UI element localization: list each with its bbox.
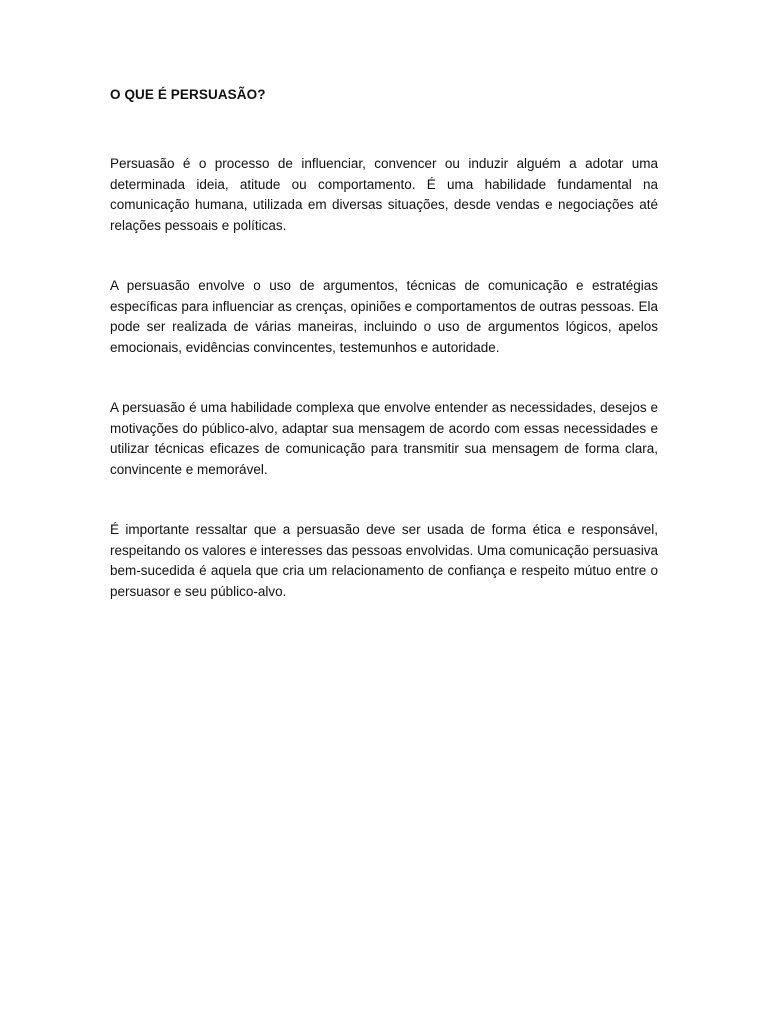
paragraph-techniques: A persuasão envolve o uso de argumentos, técnicas de comunicação e estratégias específicas para influenciar as crenças, opiniões e comportamentos de outras pessoas. Ela pode ser realizada de várias maneiras, incluindo o uso de argumentos lógicos, apelos emocionais, evidências convincentes, testemunhos e autoridade. (110, 278, 658, 355)
paragraph-definition: Persuasão é o processo de influenciar, convencer ou induzir alguém a adotar uma determinada ideia, atitude ou comportamento. É uma habilidade fundamental na comunicação humana, utilizada em diversas situações, desde vendas e negociações até relações pessoais e políticas. (110, 156, 658, 233)
document-title: O QUE É PERSUASÃO? (110, 87, 266, 102)
document-page (110, 86, 658, 642)
paragraph-complexity: A persuasão é uma habilidade complexa que envolve entender as necessidades, desejos e motivações do público-alvo, adaptar sua mensagem de acordo com essas necessidades e utilizar técnicas eficazes de comunicação para transmitir sua mensagem de forma clara, convincente e memorável. (110, 400, 658, 477)
paragraph-ethics: É importante ressaltar que a persuasão deve ser usada de forma ética e responsável, respeitando os valores e interesses das pessoas envolvidas. Uma comunicação persuasiva bem-sucedida é aquela que cria um relacionamento de confiança e respeito mútuo entre o persuasor e seu público-alvo. (110, 522, 658, 599)
